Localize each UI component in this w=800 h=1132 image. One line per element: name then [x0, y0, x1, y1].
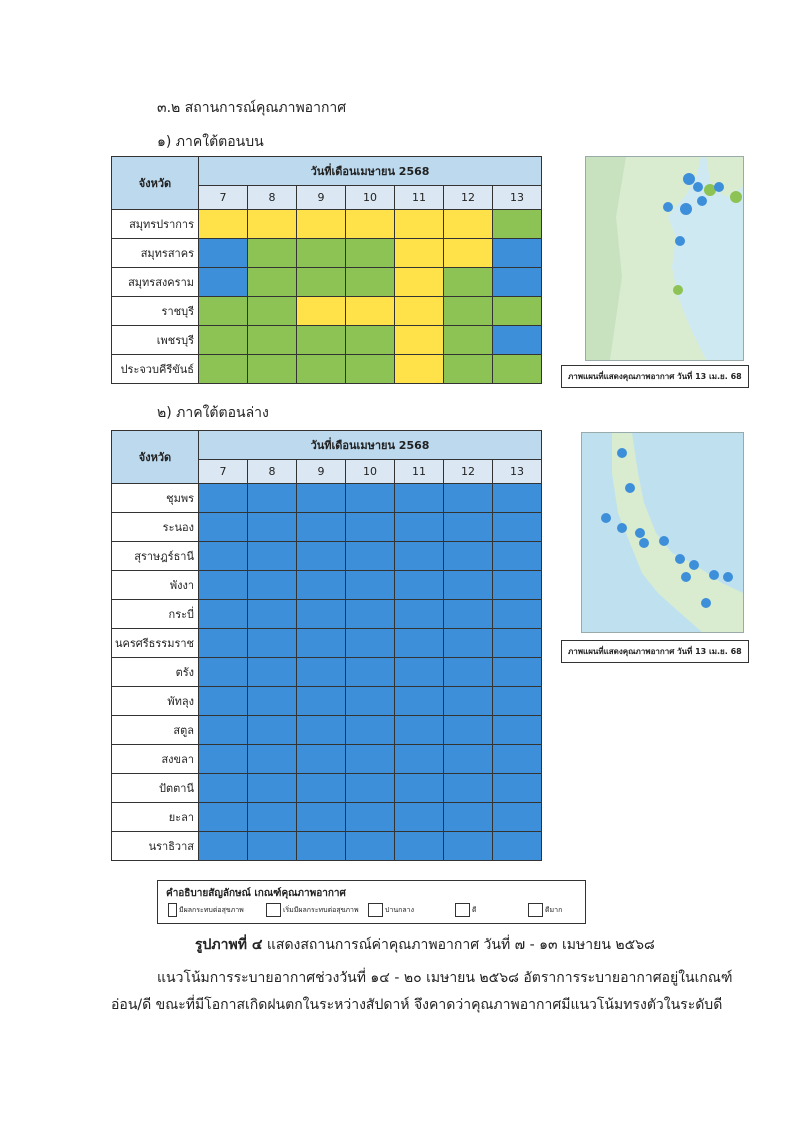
province-name: ชุมพร	[112, 484, 199, 513]
legend-item-very-good	[528, 903, 562, 917]
table-row	[112, 745, 542, 774]
aqi-cell-blue	[444, 484, 493, 513]
aqi-cell-yellow	[395, 355, 444, 384]
aqi-cell-blue	[297, 571, 346, 600]
day-header: 11	[395, 460, 444, 484]
aqi-cell-yellow	[444, 210, 493, 239]
aqi-cell-blue	[199, 745, 248, 774]
date-header: วันที่เดือนเมษายน 2568	[199, 157, 542, 186]
legend-swatch-yellow	[368, 903, 383, 917]
aqi-cell-blue	[395, 600, 444, 629]
legend-label: ปานกลาง	[385, 905, 415, 914]
province-header: จังหวัด	[112, 431, 199, 484]
aqi-cell-blue	[493, 239, 542, 268]
aqi-cell-blue	[493, 326, 542, 355]
aqi-cell-blue	[444, 803, 493, 832]
table-row	[112, 658, 542, 687]
aqi-cell-blue	[395, 687, 444, 716]
aqi-cell-blue	[248, 513, 297, 542]
day-header: 13	[493, 186, 542, 210]
date-header: วันที่เดือนเมษายน 2568	[199, 431, 542, 460]
aqi-cell-green	[297, 326, 346, 355]
upper-south-map	[585, 156, 744, 361]
aqi-cell-yellow	[346, 297, 395, 326]
aqi-cell-blue	[493, 484, 542, 513]
aqi-cell-blue	[199, 774, 248, 803]
aqi-cell-blue	[297, 600, 346, 629]
table-row	[112, 542, 542, 571]
legend-label: เริ่มมีผลกระทบต่อสุขภาพ	[283, 905, 359, 914]
aqi-cell-blue	[493, 832, 542, 861]
aqi-cell-green	[297, 239, 346, 268]
province-name: สตูล	[112, 716, 199, 745]
aqi-cell-blue	[297, 832, 346, 861]
aqi-cell-blue	[248, 774, 297, 803]
aqi-cell-green	[493, 297, 542, 326]
province-name: สงขลา	[112, 745, 199, 774]
aqi-cell-blue	[444, 600, 493, 629]
table-row	[112, 513, 542, 542]
aqi-cell-blue	[346, 716, 395, 745]
province-name: สุราษฎร์ธานี	[112, 542, 199, 571]
legend-item-very-unhealthy	[168, 903, 244, 917]
aqi-cell-blue	[346, 484, 395, 513]
aqi-cell-blue	[493, 629, 542, 658]
legend-item-unhealthy-start	[266, 903, 359, 917]
province-name: พัทลุง	[112, 687, 199, 716]
aqi-cell-blue	[346, 687, 395, 716]
aqi-cell-green	[248, 355, 297, 384]
aqi-cell-green	[444, 355, 493, 384]
day-header: 13	[493, 460, 542, 484]
table-row	[112, 484, 542, 513]
aqi-cell-green	[248, 297, 297, 326]
aqi-cell-blue	[248, 571, 297, 600]
lower-region-subtitle: ๒) ภาคใต้ตอนล่าง	[157, 405, 269, 421]
legend-label: ดีมาก	[545, 905, 563, 914]
aqi-cell-blue	[346, 600, 395, 629]
province-name: เพชรบุรี	[112, 326, 199, 355]
table-row	[112, 600, 542, 629]
aqi-cell-blue	[199, 716, 248, 745]
aqi-cell-yellow	[444, 239, 493, 268]
day-header: 12	[444, 460, 493, 484]
aqi-cell-blue	[493, 803, 542, 832]
aqi-cell-blue	[395, 832, 444, 861]
aqi-cell-blue	[297, 629, 346, 658]
legend-swatch-red	[168, 903, 177, 917]
aqi-cell-blue	[199, 687, 248, 716]
aqi-cell-blue	[444, 774, 493, 803]
lower-south-map	[581, 432, 744, 633]
figure-caption-text: แสดงสถานการณ์ค่าคุณภาพอากาศ วันที่ ๗ - ๑๓ เมษายน ๒๕๖๘	[262, 937, 655, 953]
province-name: กระบี่	[112, 600, 199, 629]
table-row	[112, 355, 542, 384]
aqi-cell-green	[444, 326, 493, 355]
day-header: 10	[346, 186, 395, 210]
table-row	[112, 803, 542, 832]
aqi-cell-blue	[346, 745, 395, 774]
aqi-cell-blue	[493, 687, 542, 716]
province-name: ประจวบคีรีขันธ์	[112, 355, 199, 384]
legend-swatch-green	[455, 903, 470, 917]
aqi-cell-blue	[493, 513, 542, 542]
aqi-cell-yellow	[346, 210, 395, 239]
aqi-cell-blue	[297, 687, 346, 716]
upper-air-quality-table	[111, 156, 542, 384]
figure-caption	[195, 934, 655, 956]
province-header: จังหวัด	[112, 157, 199, 210]
aqi-cell-yellow	[395, 268, 444, 297]
aqi-cell-blue	[297, 774, 346, 803]
province-name: สมุทรปราการ	[112, 210, 199, 239]
air-quality-legend	[157, 880, 586, 924]
day-header: 12	[444, 186, 493, 210]
aqi-cell-blue	[444, 716, 493, 745]
aqi-cell-green	[297, 355, 346, 384]
aqi-cell-green	[493, 210, 542, 239]
legend-title: คำอธิบายสัญลักษณ์ เกณฑ์คุณภาพอากาศ	[166, 888, 346, 899]
aqi-cell-blue	[395, 513, 444, 542]
aqi-cell-green	[493, 355, 542, 384]
aqi-cell-blue	[444, 513, 493, 542]
aqi-cell-blue	[444, 571, 493, 600]
aqi-cell-blue	[297, 542, 346, 571]
table-row	[112, 629, 542, 658]
aqi-cell-blue	[395, 571, 444, 600]
aqi-cell-blue	[444, 542, 493, 571]
aqi-cell-blue	[346, 658, 395, 687]
aqi-cell-blue	[493, 542, 542, 571]
day-header: 10	[346, 460, 395, 484]
paragraph-line-2: อ่อน/ดี ขณะที่มีโอกาสเกิดฝนตกในระหว่างสัปดาห์ จึงคาดว่าคุณภาพอากาศมีแนวโน้มทรงตัวในระดับดี	[111, 997, 723, 1013]
paragraph-line-1: แนวโน้มการระบายอากาศช่วงวันที่ ๑๔ - ๒๐ เมษายน ๒๕๖๘ อัตราการระบายอากาศอยู่ในเกณฑ์	[157, 970, 733, 986]
province-name: สมุทรสาคร	[112, 239, 199, 268]
table-row	[112, 716, 542, 745]
aqi-cell-green	[346, 239, 395, 268]
aqi-cell-blue	[346, 803, 395, 832]
day-header: 11	[395, 186, 444, 210]
aqi-cell-blue	[199, 600, 248, 629]
day-header: 7	[199, 186, 248, 210]
lower-air-quality-table	[111, 430, 542, 861]
aqi-cell-yellow	[395, 239, 444, 268]
aqi-cell-green	[346, 355, 395, 384]
aqi-cell-blue	[297, 513, 346, 542]
aqi-cell-blue	[444, 745, 493, 774]
aqi-cell-green	[248, 326, 297, 355]
aqi-cell-blue	[248, 745, 297, 774]
legend-item-good	[455, 903, 477, 917]
aqi-cell-blue	[493, 774, 542, 803]
aqi-cell-blue	[444, 658, 493, 687]
aqi-cell-blue	[493, 268, 542, 297]
aqi-cell-blue	[395, 542, 444, 571]
aqi-cell-blue	[444, 629, 493, 658]
province-name: นราธิวาส	[112, 832, 199, 861]
aqi-cell-blue	[199, 513, 248, 542]
aqi-cell-blue	[297, 484, 346, 513]
aqi-cell-blue	[248, 687, 297, 716]
aqi-cell-blue	[199, 629, 248, 658]
province-name: พังงา	[112, 571, 199, 600]
aqi-cell-blue	[395, 484, 444, 513]
legend-swatch-orange	[266, 903, 281, 917]
aqi-cell-yellow	[248, 210, 297, 239]
aqi-cell-green	[199, 326, 248, 355]
aqi-cell-green	[346, 326, 395, 355]
aqi-cell-blue	[297, 803, 346, 832]
aqi-cell-blue	[346, 774, 395, 803]
aqi-cell-blue	[444, 687, 493, 716]
aqi-cell-blue	[493, 745, 542, 774]
aqi-cell-blue	[493, 571, 542, 600]
upper-region-subtitle: ๑) ภาคใต้ตอนบน	[157, 134, 264, 150]
legend-label: มีผลกระทบต่อสุขภาพ	[179, 905, 244, 914]
aqi-cell-yellow	[297, 210, 346, 239]
aqi-cell-blue	[444, 832, 493, 861]
table-row	[112, 832, 542, 861]
aqi-cell-blue	[346, 513, 395, 542]
aqi-cell-blue	[395, 716, 444, 745]
aqi-cell-blue	[199, 268, 248, 297]
aqi-cell-blue	[199, 542, 248, 571]
table-row	[112, 297, 542, 326]
aqi-cell-blue	[248, 658, 297, 687]
aqi-cell-blue	[248, 600, 297, 629]
day-header: 9	[297, 460, 346, 484]
legend-label: ดี	[472, 905, 477, 914]
aqi-cell-yellow	[395, 210, 444, 239]
day-header: 8	[248, 186, 297, 210]
aqi-cell-blue	[395, 658, 444, 687]
aqi-cell-blue	[346, 571, 395, 600]
aqi-cell-blue	[248, 716, 297, 745]
day-header: 9	[297, 186, 346, 210]
aqi-cell-blue	[297, 716, 346, 745]
aqi-cell-blue	[199, 484, 248, 513]
aqi-cell-blue	[493, 716, 542, 745]
aqi-cell-blue	[248, 542, 297, 571]
aqi-cell-blue	[395, 774, 444, 803]
table-row	[112, 239, 542, 268]
aqi-cell-blue	[297, 745, 346, 774]
aqi-cell-blue	[395, 745, 444, 774]
aqi-cell-blue	[248, 629, 297, 658]
aqi-cell-green	[444, 268, 493, 297]
upper-map-caption: ภาพแผนที่แสดงคุณภาพอากาศ วันที่ 13 เม.ย. 68	[561, 365, 749, 388]
aqi-cell-blue	[248, 832, 297, 861]
aqi-cell-blue	[248, 484, 297, 513]
aqi-cell-green	[199, 355, 248, 384]
aqi-cell-green	[248, 268, 297, 297]
table-row	[112, 268, 542, 297]
aqi-cell-yellow	[395, 326, 444, 355]
province-name: ราชบุรี	[112, 297, 199, 326]
day-header: 8	[248, 460, 297, 484]
aqi-cell-green	[248, 239, 297, 268]
aqi-cell-blue	[199, 803, 248, 832]
legend-swatch-blue	[528, 903, 543, 917]
aqi-cell-blue	[493, 658, 542, 687]
aqi-cell-yellow	[199, 210, 248, 239]
aqi-cell-green	[297, 268, 346, 297]
aqi-cell-blue	[199, 832, 248, 861]
province-name: ตรัง	[112, 658, 199, 687]
province-name: ระนอง	[112, 513, 199, 542]
province-name: ปัตตานี	[112, 774, 199, 803]
aqi-cell-blue	[346, 832, 395, 861]
legend-item-moderate	[368, 903, 414, 917]
aqi-cell-green	[346, 268, 395, 297]
table-row	[112, 210, 542, 239]
aqi-cell-green	[199, 297, 248, 326]
aqi-cell-blue	[199, 571, 248, 600]
table-row	[112, 687, 542, 716]
aqi-cell-blue	[297, 658, 346, 687]
aqi-cell-yellow	[395, 297, 444, 326]
aqi-cell-green	[444, 297, 493, 326]
lower-map-caption: ภาพแผนที่แสดงคุณภาพอากาศ วันที่ 13 เม.ย. 68	[561, 640, 749, 663]
province-name: ยะลา	[112, 803, 199, 832]
figure-number: รูปภาพที่ ๔	[195, 937, 263, 953]
aqi-cell-yellow	[297, 297, 346, 326]
aqi-cell-blue	[493, 600, 542, 629]
table-row	[112, 326, 542, 355]
aqi-cell-blue	[248, 803, 297, 832]
province-name: สมุทรสงคราม	[112, 268, 199, 297]
section-title: ๓.๒ สถานการณ์คุณภาพอากาศ	[157, 100, 347, 116]
table-row	[112, 774, 542, 803]
aqi-cell-blue	[199, 239, 248, 268]
aqi-cell-blue	[346, 629, 395, 658]
aqi-cell-blue	[199, 658, 248, 687]
aqi-cell-blue	[395, 803, 444, 832]
aqi-cell-blue	[395, 629, 444, 658]
province-name: นครศรีธรรมราช	[112, 629, 199, 658]
day-header: 7	[199, 460, 248, 484]
aqi-cell-blue	[346, 542, 395, 571]
table-row	[112, 571, 542, 600]
